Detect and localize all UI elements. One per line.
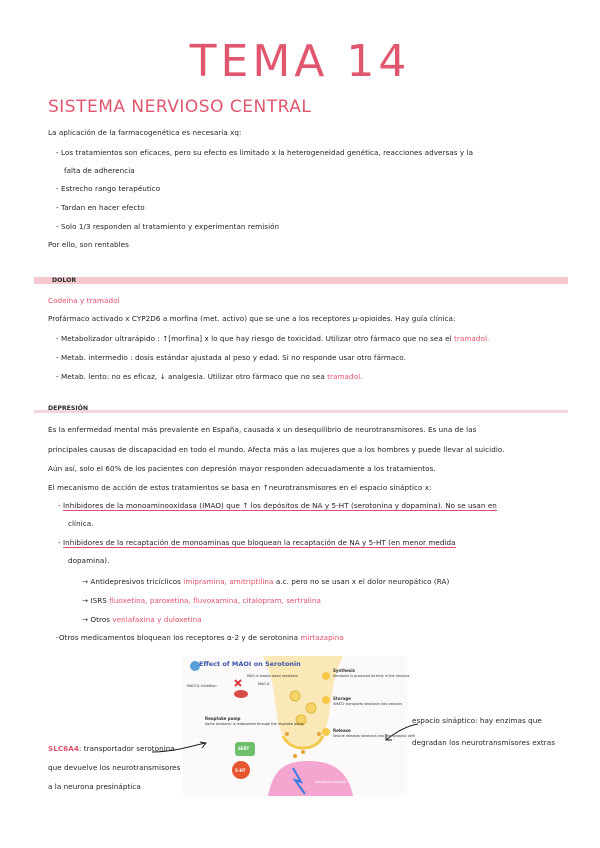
drug-class-item: → ISRS fluoxetina, paroxetina, fluvoxamina, citalopram, sertralina <box>82 596 321 605</box>
intro-bullet: - Tardan en hacer efecto <box>56 203 145 212</box>
intro-closing: Por ello, son rentables <box>48 240 129 249</box>
dolor-label: DOLOR <box>52 277 77 284</box>
depresion-label: DEPRESIÓN <box>48 405 89 412</box>
figure-synthesis-title: Synthesis <box>333 668 355 673</box>
otros-line: -Otros medicamentos bloquean los receptores α-2 y de serotonina mirtazapina <box>56 633 344 642</box>
maoi-line: - Inhibidores de la monoaminooxidasa (IMAO) que ↑ los depósitos de NA y 5-HT (serotonina y dopamina). No se usan en <box>58 501 497 510</box>
depresion-line: principales causas de discapacidad en todo el mundo. Afecta más a las mujeres que a los hombres y puede llevar al suicidio. <box>48 445 505 454</box>
figure-receptor-label: Serotonin receptor <box>315 780 347 784</box>
dolor-drugs: Codeína y tramadol <box>48 296 120 305</box>
figure-reuptake-desc: Some serotonin is reabsorbed through the reuptake pump <box>205 722 304 726</box>
dolor-item: - Metab. intermedio : dosis estándar ajustada al peso y edad. Si no responde usar otro fármaco. <box>56 353 406 362</box>
figure-storage-title: Storage <box>333 696 351 701</box>
reuptake-line: - Inhibidores de la recaptación de monoaminas que bloquean la recaptación de NA y 5-HT (en menor medida <box>58 538 456 547</box>
figure-storage-desc: VMAT2 transports serotonin into vesicles <box>333 702 403 706</box>
depresion-line: El mecanismo de acción de estos tratamientos se basa en ↑neurotransmisores en el espacio sináptico x: <box>48 483 432 492</box>
figure-maoi-desc: MAO-A breaks down serotonin <box>247 674 299 678</box>
dolor-intro: Profármaco activado x CYP2D6 a morfina (met. activo) que se une a los receptores µ-opioides. Hay guía clínica: <box>48 314 456 323</box>
annotation-right: espacio sináptico: hay enzimas que <box>412 716 542 725</box>
figure-synthesis-desc: Serotonin is produced directly in the neurons <box>333 674 410 678</box>
dolor-item: - Metab. lento: no es eficaz, ↓ analgesia. Utilizar otro fármaco que no sea tramadol. <box>56 372 363 381</box>
figure-maoa-label: MAO-A <box>258 682 270 686</box>
page-title: TEMA 14 <box>189 36 411 87</box>
section-divider <box>34 410 568 413</box>
figure-maoi-label: MAOI & Inhibition <box>187 684 217 688</box>
intro-bullet: - Solo 1/3 responden al tratamiento y experimentan remisión <box>56 222 280 231</box>
section-heading: SISTEMA NERVIOSO CENTRAL <box>48 97 312 117</box>
figure-release-title: Release <box>333 728 351 733</box>
maoi-line-cont: clínica. <box>68 519 94 528</box>
figure-release-desc: Vesicle releases serotonin into the synaptic cleft <box>333 734 415 738</box>
annotation-left: que devuelve los neurotransmisores <box>48 763 181 772</box>
figure-reuptake-title: Reuptake pump <box>205 716 241 721</box>
intro-bullet: - Los tratamientos son eficaces, pero su efecto es limitado x la heterogeneidad genética, reacciones adversas y la <box>56 148 474 157</box>
intro-bullet: - Estrecho rango terapéutico <box>56 184 161 193</box>
figure-sert-label: SERT <box>238 746 250 751</box>
figure-5ht-label: 5-HT <box>235 768 246 773</box>
figure-title: Effect of MAOI on Serotonin <box>199 660 301 668</box>
reuptake-line-cont: dopamina). <box>68 556 110 565</box>
depresion-line: Es la enfermedad mental más prevalente en España, causada x un desequilibrio de neurotransmisores. Es una de las <box>48 425 477 434</box>
depresion-line: Aún así, solo el 60% de los pacientes con depresión mayor responden adecuadamente a los tratamientos. <box>48 464 436 473</box>
section-divider <box>34 277 568 284</box>
annotation-left: SLC6A4: transportador serotonina <box>48 744 175 753</box>
annotation-right: degradan los neurotransmisores extras <box>412 738 556 747</box>
drug-class-item: → Otros venlafaxina y duloxetina <box>82 615 202 624</box>
annotation-left: a la neurona presináptica <box>48 782 141 791</box>
dolor-item: - Metabolizador ultrarápido : ↑[morfina] x lo que hay riesgo de toxicidad. Utilizar otro fármaco que no sea el tramadol. <box>56 334 490 343</box>
intro-line: La aplicación de la farmacogenética es necesaria xq: <box>48 128 242 137</box>
maoi-serotonin-figure <box>183 656 415 796</box>
drug-class-item: → Antidepresivos tricíclicos imipramina, amitriptilina a.c. pero no se usan x el dolor neuropático (RA) <box>82 577 450 586</box>
intro-bullet-cont: falta de adherencia <box>64 166 135 175</box>
